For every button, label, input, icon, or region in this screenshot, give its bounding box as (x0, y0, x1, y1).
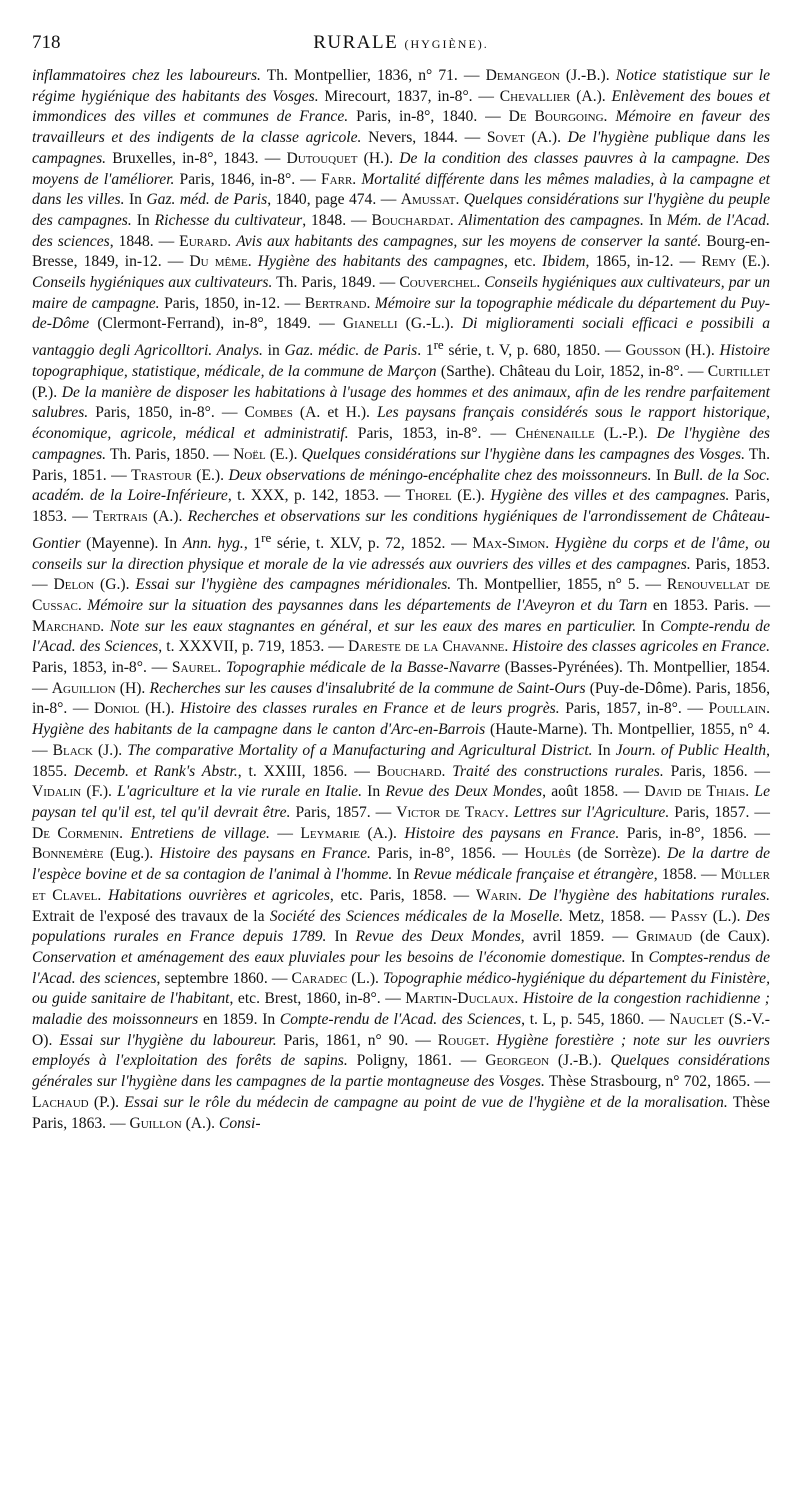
author-name: Lachaud (32, 1093, 89, 1111)
italic-title: Topographie médicale de la Basse-Navarre (225, 659, 500, 677)
italic-title: inflammatoires chez les laboureurs. (32, 67, 261, 84)
italic-title: Di miglioramenti sociali efficaci e possibili a vantaggio degli Agricolltori. Analys. (32, 315, 770, 360)
author-name: Max-Simon (472, 534, 546, 552)
author-name: Georgeon (485, 1052, 550, 1070)
author-name: Bouchardat (371, 211, 450, 229)
italic-title: Avis aux habitants des campagnes, sur les moyens de conserver la santé. (236, 232, 702, 250)
author-name: Warin (475, 886, 518, 904)
italic-title: De la dartre de l'espèce bovine et de sa contagion de l'animal à l'homme. (32, 845, 770, 884)
author-name: Demangeon (485, 67, 560, 84)
italic-title: Mémoire en faveur des travailleurs et des indigents de la classe agricole. (32, 108, 771, 147)
author-name: Amussat (400, 191, 456, 209)
author-name: Thorel (405, 487, 452, 505)
author-name: Martin-Duclaux (405, 990, 515, 1008)
author-name: Saurel (171, 659, 218, 677)
italic-title: Essai sur l'hygiène des campagnes méridionales. (135, 576, 452, 594)
page-number: 718 (32, 32, 61, 53)
superscript: re (433, 337, 444, 353)
author-name: Sovet (486, 129, 525, 147)
author-name: Curtillet (707, 363, 770, 381)
italic-title: Compte-rendu de l'Acad. des Sciences (279, 1011, 522, 1029)
author-name: Chevallier (499, 87, 571, 105)
author-name: David de Thiais (644, 783, 746, 801)
italic-title: Habitations ouvrières et agricoles (108, 886, 330, 904)
italic-title: The comparative Mortality of a Manufacturing and Agricultural District. (127, 741, 593, 759)
italic-title: De la condition des classes pauvres à la campagne. Des moyens de l'améliorer. (32, 149, 770, 188)
author-name: Leymarie (300, 824, 361, 842)
italic-title: Revue des Deux Mondes (385, 783, 543, 801)
italic-title: Hygiène des habitants de la campagne dans le canton d'Arc-en-Barrois (32, 721, 486, 739)
italic-title: Note sur les eaux stagnantes en général, et sur les eaux des mares en particulier. (109, 617, 637, 635)
author-name: Nauclet (669, 1011, 724, 1029)
italic-title: Conseils hygiéniques aux cultivateurs, par un maire de campagne. (32, 274, 770, 312)
author-name: Du même (189, 253, 248, 271)
italic-title: De l'hygiène des campagnes. (32, 425, 771, 463)
bibliography-paragraph: inflammatoires chez les laboureurs. Th. Montpellier, 1836, n° 71. — Demangeon (J.-B.). Notice statistique sur le régime hygiénique des habitants des Vosges. Mirecourt, 1837, in-8°. — Chevallier (A.). Enlèvement des boues et immondices des villes et communes de France. Paris, in-8°, 1840. — De Bourgoing. Mémoire en faveur des travailleurs et des indigents de la classe agricole. Nevers, 1844. — Sovet (A.). De l'hygiène publique dans les campagnes. Bruxelles, in-8°, 1843. — Dutouquet (H.). De la condition des classes pauvres à la campagne. Des moyens de l'améliorer. Paris, 1846, in-8°. — Farr. Mortalité différente dans les mêmes maladies, à la campagne et dans les villes. In Gaz. méd. de Paris, 1840, page 474. — Amussat. Quelques considérations sur l'hygiène du peuple des campagnes. In Richesse du cultivateur, 1848. — Bouchardat. Alimentation des campagnes. In Mém. de l'Acad. des sciences, 1848. — Eurard. Avis aux habitants des campagnes, sur les moyens de conserver la santé. Bourg-en-Bresse, 1849, in-12. — Du même. Hygiène des habitants des campagnes, etc. Ibidem, 1865, in-12. — Remy (E.). Conseils hygiéniques aux cultivateurs. Th. Paris, 1849. — Couverchel. Conseils hygiéniques aux cultivateurs, par un maire de campagne. Paris, 1850, in-12. — Bertrand. Mémoire sur la topographie médicale du département du Puy-de-Dôme (Clermont-Ferrand), in-8°, 1849. — Gianelli (G.-L.). Di miglioramenti sociali efficaci e possibili a vantaggio degli Agricolltori. Analys. in Gaz. médic. de Paris. 1re série, t. V, p. 680, 1850. — Gousson (H.). Histoire topographique, statistique, médicale, de la commune de Marçon (Sarthe). Château du Loir, 1852, in-8°. — Curtillet (P.). De la manière de disposer les habitations à l'usage des hommes et des animaux, afin de les rendre parfaitement salubres. Paris, 1850, in-8°. — Combes (A. et H.). Les paysans français considérés sous le rapport historique, économique, agricole, médical et administratif. Paris, 1853, in-8°. — Chénenaille (L.-P.). De l'hygiène des campagnes. Th. Paris, 1850. — Noël (E.). Quelques considérations sur l'hygiène dans les campagnes des Vosges. Th. Paris, 1851. — Trastour (E.). Deux observations de méningo-encéphalite chez des moissonneurs. In Bull. de la Soc. académ. de la Loire-Inférieure, t. XXX, p. 142, 1853. — Thorel (E.). Hygiène des villes et des campagnes. Paris, 1853. — Tertrais (A.). Recherches et observations sur les conditions hygiéniques de l'arrondissement de Château-Gontier (Mayenne). In Ann. hyg., 1re série, t. XLV, p. 72, 1852. — Max-Simon. Hygiène du corps et de l'âme, ou conseils sur la direction physique et morale de la vie adressés aux ouvriers des villes et des campagnes. Paris, 1853. — Delon (G.). Essai sur l'hygiène des campagnes méridionales. Th. Montpellier, 1855, n° 5. — Renouvellat de Cussac. Mémoire sur la situation des paysannes dans les départements de l'Aveyron et du Tarn en 1853. Paris. — Marchand. Note sur les eaux stagnantes en général, et sur les eaux des mares en particulier. In Compte-rendu de l'Acad. des Sciences, t. XXXVII, p. 719, 1853. — Dareste de la Chavanne. Histoire des classes agricoles en France. Paris, 1853, in-8°. — Saurel. Topographie médicale de la Basse-Navarre (Basses-Pyrénées). Th. Montpellier, 1854. — Aguillion (H). Recherches sur les causes d'insalubrité de la commune de Saint-Ours (Puy-de-Dôme). Paris, 1856, in-8°. — Doniol (H.). Histoire des classes rurales en France et de leurs progrès. Paris, 1857, in-8°. — Poullain. Hygiène des habitants de la campagne dans le canton d'Arc-en-Barrois (Haute-Marne). Th. Montpellier, 1855, n° 4. — Black (J.). The comparative Mortality of a Manufacturing and Agricultural District. In Journ. of Public Health, 1855. Decemb. et Rank's Abstr., t. XXIII, 1856. — Bouchard. Traité des constructions rurales. Paris, 1856. — Vidalin (F.). L'agriculture et la vie rurale en Italie. In Revue des Deux Mondes, août 1858. — David de Thiais. Le paysan tel qu'il est, tel qu'il devrait être. Paris, 1857. — Victor de Tracy. Lettres sur l'Agriculture. Paris, 1857. — De Cormenin. Entretiens de village. — Leymarie (A.). Histoire des paysans en France. Paris, in-8°, 1856. — Bonnemère (Eug.). Histoire des paysans en France. Paris, in-8°, 1856. — Houlès (de Sorrèze). De la dartre de l'espèce bovine et de sa contagion de l'animal à l'homme. In Revue médicale française et étrangère, 1858. — Müller et Clavel. Habitations ouvrières et agricoles, etc. Paris, 1858. — Warin. De l'hygiène des habitations rurales. Extrait de l'exposé des travaux de la Société des Sciences médicales de la Moselle. Metz, 1858. — Passy (L.). Des populations rurales en France depuis 1789. In Revue des Deux Mondes, avril 1859. — Grimaud (de Caux). Conservation et aménagement des eaux pluviales pour les besoins de l'économie domestique. In Comptes-rendus de l'Acad. des sciences, septembre 1860. — Caradec (L.). Topographie médico-hygiénique du département du Finistère, ou guide sanitaire de l'habitant, etc. Brest, 1860, in-8°. — Martin-Duclaux. Histoire de la congestion rachidienne ; maladie des moissonneurs en 1859. In Compte-rendu de l'Acad. des Sciences, t. L, p. 545, 1860. — Nauclet (S.-V.-O). Essai sur l'hygiène du laboureur. Paris, 1861, n° 90. — Rouget. Hygiène forestière ; note sur les ouvriers employés à l'exploitation des forêts de sapins. Poligny, 1861. — Georgeon (J.-B.). Quelques considérations générales sur l'hygiène dans les campagnes de la partie montagneuse des Vosges. Thèse Strasbourg, n° 702, 1865. — Lachaud (P.). Essai sur le rôle du médecin de campagne au point de vue de l'hygiène et de la moralisation. Thèse Paris, 1863. — Guillon (A.). Consi- (32, 67, 771, 1132)
author-name: Dareste de la Chavanne (348, 638, 505, 656)
author-name: Bonnemère (32, 845, 104, 863)
italic-title: Lettres sur l'Agriculture. (513, 803, 670, 821)
italic-title: Des populations rurales en France depuis 1789. (32, 907, 770, 946)
author-name: Aguillion (51, 679, 116, 697)
author-name: Doniol (94, 700, 140, 718)
italic-title: Gaz. méd. de Paris (146, 191, 268, 209)
italic-title: Mémoire sur la situation des paysannes dans les départements de l'Aveyron et du Tarn (87, 596, 648, 614)
italic-title: Traité des constructions rurales. (452, 762, 664, 780)
author-name: Farr (321, 170, 353, 188)
running-title (92, 32, 770, 54)
italic-title: L'agriculture et la vie rurale en Italie. (117, 783, 362, 801)
author-name: Dutouquet (286, 149, 358, 167)
italic-title: Hygiène forestière ; note sur les ouvriers employés à l'exploitation des forêts de sapins. (32, 1031, 770, 1070)
italic-title: Journ. of Public Health (615, 741, 767, 759)
author-name: Houlès (524, 845, 572, 863)
italic-title: Mortalité différente dans les mêmes maladies, à la campagne et dans les villes. (32, 170, 771, 209)
author-name: Chénenaille (515, 425, 595, 443)
superscript: re (261, 529, 272, 545)
author-name: Grimaud (636, 928, 692, 946)
italic-title: Histoire de la congestion rachidienne ; maladie des moissonneurs (32, 990, 770, 1029)
author-name: Black (52, 741, 93, 759)
author-name: Caradec (291, 969, 348, 987)
italic-title: Hygiène du corps et de l'âme, ou conseils sur la direction physique et morale de la vie adressés aux ouvriers des villes et des campagnes. (32, 534, 771, 573)
italic-title: Richesse du cultivateur (154, 211, 303, 229)
author-name: Rouget (437, 1031, 486, 1049)
italic-title: Notice statistique sur le régime hygiénique des habitants des Vosges. (32, 67, 771, 105)
italic-title: Histoire des classes agricoles en France. (512, 638, 770, 656)
italic-title: Topographie médico-hygiénique du département du Finistère, ou guide sanitaire de l'habitant (32, 969, 770, 1008)
italic-title: Histoire des paysans en France. (159, 845, 371, 863)
author-name: Remy (701, 253, 737, 271)
author-name: Trastour (131, 466, 192, 484)
italic-title: Comptes-rendus de l'Acad. des sciences (32, 948, 770, 987)
italic-title: Ibidem (542, 253, 586, 271)
italic-title: Quelques considérations sur l'hygiène du peuple des campagnes. (32, 191, 771, 229)
italic-title: Essai sur l'hygiène du laboureur. (59, 1031, 277, 1049)
italic-title: Conservation et aménagement des eaux pluviales pour les besoins de l'économie domestique. (32, 948, 626, 966)
italic-title: De l'hygiène publique dans les campagnes. (32, 129, 770, 167)
italic-title: Histoire des paysans en France. (404, 824, 620, 842)
italic-title: Gaz. médic. de Paris (284, 342, 418, 360)
running-title-sub: (HYGIÈNE). (404, 37, 489, 51)
italic-title: Mém. de l'Acad. des sciences (32, 211, 770, 250)
running-title-main: RURALE (313, 32, 399, 53)
italic-title: Hygiène des habitants des campagnes (257, 253, 504, 271)
author-name: Bertrand (304, 294, 367, 312)
italic-title: De l'hygiène des habitations rurales. (528, 886, 771, 904)
italic-title: Recherches sur les causes d'insalubrité de la commune de Saint-Ours (149, 679, 586, 697)
italic-title: Recherches et observations sur les conditions hygiéniques de l'arrondissement de Château-Gontier (32, 507, 770, 552)
author-name: De Cormenin (32, 824, 120, 842)
author-name: Couverchel (399, 274, 477, 292)
author-name: De Bourgoing (508, 108, 604, 126)
italic-title: De la manière de disposer les habitations à l'usage des hommes et des animaux, afin de les rendre parfaitement salubres. (32, 383, 770, 422)
italic-title: Revue médicale française et étrangère (413, 866, 654, 884)
italic-title: Revue des Deux Mondes (355, 928, 521, 946)
italic-title: Conseils hygiéniques aux cultivateurs. (32, 274, 273, 292)
author-name: Noël (233, 445, 266, 463)
italic-title: Essai sur le rôle du médecin de campagne au point de vue de l'hygiène et de la moralisation. (124, 1093, 728, 1111)
italic-title: Bull. de la Soc. académ. de la Loire-Inférieure (32, 466, 770, 505)
italic-title: Mémoire sur la topographie médicale du département du Puy-de-Dôme (32, 294, 770, 333)
author-name: Tertrais (93, 507, 148, 525)
italic-title: Deux observations de méningo-encéphalite chez des moissonneurs. (228, 466, 652, 484)
italic-title: Le paysan tel qu'il est, tel qu'il devrait être. (32, 783, 770, 821)
italic-title: Entretiens de village. (130, 824, 270, 842)
author-name: Vidalin (32, 783, 82, 801)
author-name: Poullain (708, 700, 767, 718)
author-name: Gianelli (342, 315, 398, 333)
author-name: Müller et Clavel (32, 866, 770, 904)
author-name: Combes (244, 404, 293, 422)
author-name: Victor de Tracy (396, 803, 505, 821)
author-name: Guillon (129, 1114, 182, 1132)
author-name: Passy (670, 907, 708, 925)
italic-title: Hygiène des villes et des campagnes. (490, 487, 730, 505)
italic-title: Decemb. et Rank's Abstr. (73, 762, 238, 780)
author-name: Delon (53, 576, 95, 594)
author-name: Marchand (32, 617, 101, 635)
italic-title: Histoire des classes rurales en France et de leurs progrès. (180, 700, 560, 718)
italic-title: Histoire topographique, statistique, médicale, de la commune de Marçon (32, 342, 770, 381)
author-name: Gousson (625, 342, 681, 360)
italic-title: Enlèvement des boues et immondices des villes et communes de France. (32, 87, 770, 126)
italic-title: Quelques considérations sur l'hygiène dans les campagnes des Vosges. (301, 445, 745, 463)
italic-title: Société des Sciences médicales de la Moselle. (269, 907, 564, 925)
author-name: Bouchard (376, 762, 442, 780)
italic-title: Consi- (218, 1114, 261, 1132)
author-name: Renouvellat de Cussac (32, 576, 771, 614)
italic-title: Ann. hyg. (182, 534, 244, 552)
author-name: Eurard (179, 232, 228, 250)
italic-title: Quelques considérations générales sur l'hygiène dans les campagnes de la partie montagneuse des Vosges. (32, 1052, 770, 1091)
italic-title: Compte-rendu de l'Acad. des Sciences (32, 617, 770, 656)
italic-title: Les paysans français considérés sous le rapport historique, économique, agricole, médical et administratif. (32, 404, 770, 443)
page-header (32, 32, 770, 62)
italic-title: Alimentation des campagnes. (458, 211, 644, 229)
